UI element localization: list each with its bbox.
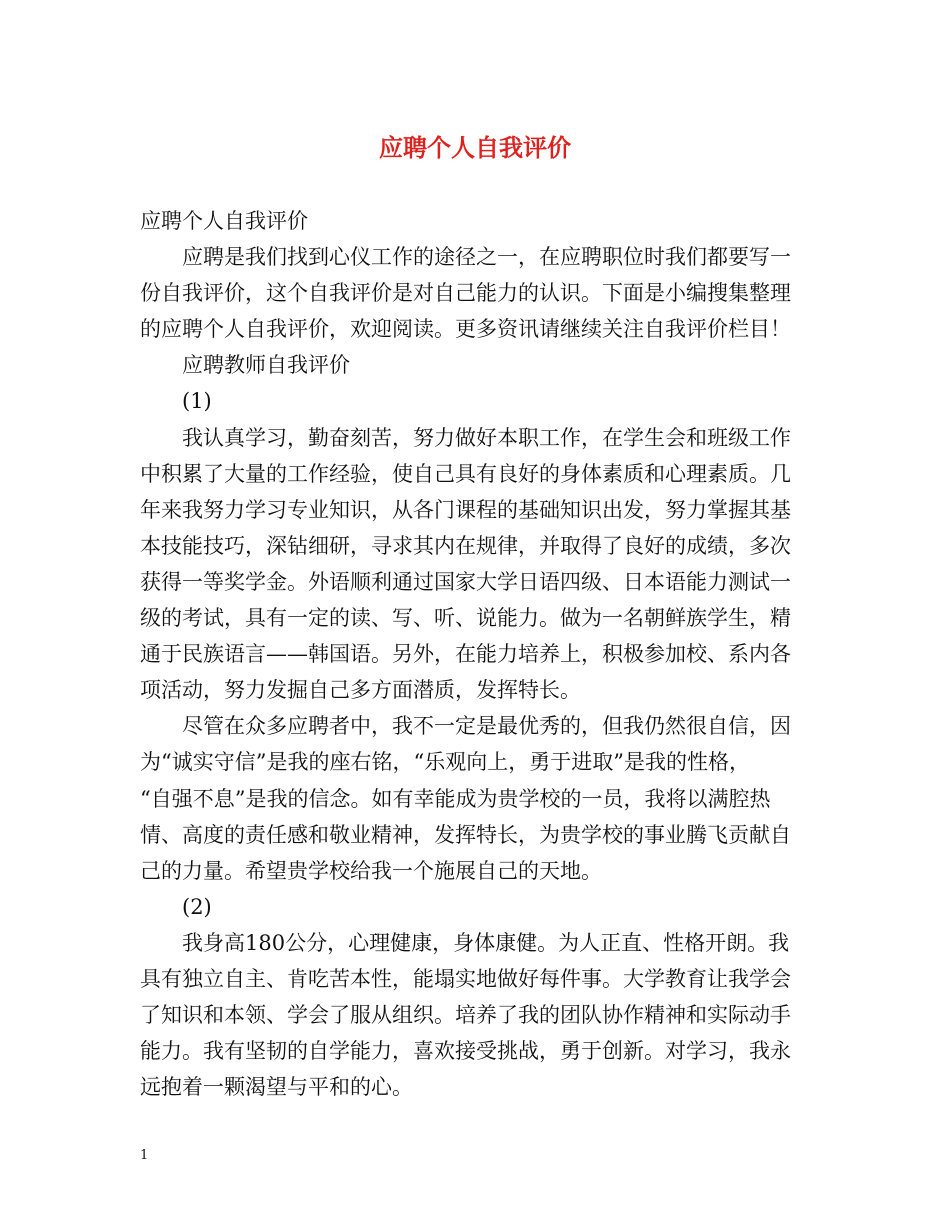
body-line: 项活动，努力发掘自己多方面潜质，发挥特长。 xyxy=(140,678,581,703)
body-line: 应聘个人自我评价 xyxy=(140,209,308,233)
body-line: 己的力量。希望贵学校给我一个施展自己的天地。 xyxy=(140,858,602,883)
body-line: 我认真学习，勤奋刻苦，努力做好本职工作，在学生会和班级工作 xyxy=(182,425,791,450)
body-line: 为“诚实守信”是我的座右铭，“乐观向上，勇于进取”是我的性格， xyxy=(140,750,750,775)
body-line: 具有独立自主、肯吃苦本性，能塌实地做好每件事。大学教育让我学会 xyxy=(140,966,791,991)
body-line: 份自我评价，这个自我评价是对自己能力的认识。下面是小编搜集整理 xyxy=(140,281,791,306)
body-line: 本技能技巧，深钻细研，寻求其内在规律，并取得了良好的成绩，多次 xyxy=(140,533,791,558)
body-line: 能力。我有坚韧的自学能力，喜欢接受挑战，勇于创新。对学习，我永 xyxy=(140,1039,791,1064)
body-line: 远抱着一颗渴望与平和的心。 xyxy=(140,1075,413,1100)
body-line: 应聘是我们找到心仪工作的途径之一，在应聘职位时我们都要写一 xyxy=(182,245,791,270)
body-line: “自强不息”是我的信念。如有幸能成为贵学校的一员，我将以满腔热 xyxy=(140,786,771,811)
document-body xyxy=(140,203,812,1105)
body-line: 的应聘个人自我评价，欢迎阅读。更多资讯请继续关注自我评价栏目！ xyxy=(140,317,791,342)
page-number: 1 xyxy=(140,1148,149,1163)
body-line: 了知识和本领、学会了服从组织。培养了我的团队协作精神和实际动手 xyxy=(140,1003,791,1028)
body-line: (2) xyxy=(182,894,212,919)
body-line: 我身高180公分，心理健康，身体康健。为人正直、性格开朗。我 xyxy=(182,930,790,955)
body-line: 中积累了大量的工作经验，使自己具有良好的身体素质和心理素质。几 xyxy=(140,461,791,486)
body-line: (1) xyxy=(182,389,212,414)
body-line: 应聘教师自我评价 xyxy=(182,353,350,378)
body-line: 获得一等奖学金。外语顺利通过国家大学日语四级、日本语能力测试一 xyxy=(140,569,791,594)
body-line: 级的考试，具有一定的读、写、听、说能力。做为一名朝鲜族学生，精 xyxy=(140,606,791,631)
body-line: 尽管在众多应聘者中，我不一定是最优秀的，但我仍然很自信，因 xyxy=(182,714,791,739)
document-title: 应聘个人自我评价 xyxy=(379,133,571,162)
body-line: 情、高度的责任感和敬业精神，发挥特长，为贵学校的事业腾飞贡献自 xyxy=(140,822,791,847)
body-line: 年来我努力学习专业知识，从各门课程的基础知识出发，努力掌握其基 xyxy=(140,497,791,522)
body-line: 通于民族语言——韩国语。另外，在能力培养上，积极参加校、系内各 xyxy=(140,642,791,667)
